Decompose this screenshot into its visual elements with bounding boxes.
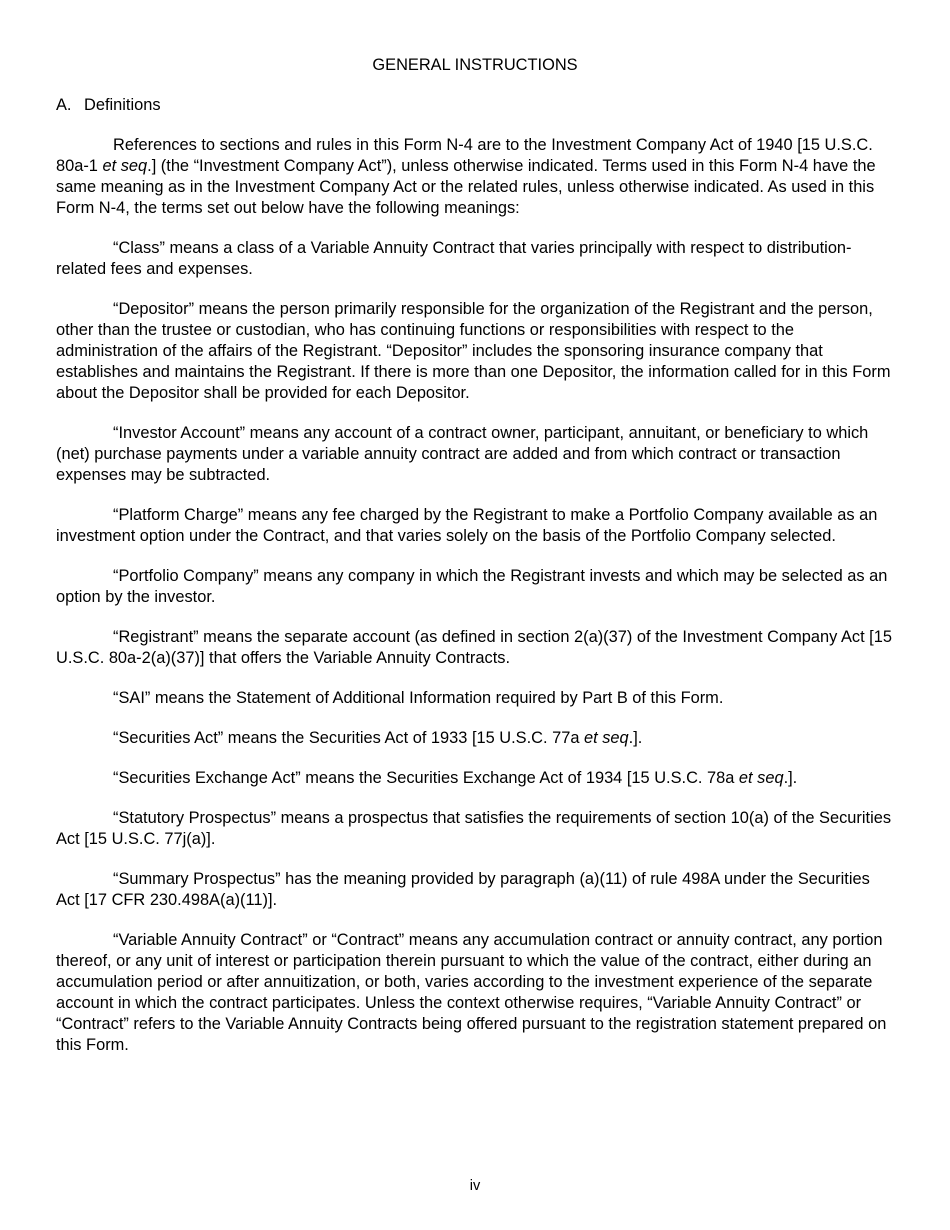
definition-investor-account: “Investor Account” means any account of a contract owner, participant, annuitant, or beneficiary to which (net) purchase payments under a variable annuity contract are added and from which contract or transaction expenses may be subtracted.: [56, 424, 869, 484]
section-letter: A.: [56, 96, 72, 114]
definition-sai: “SAI” means the Statement of Additional Information required by Part B of this Form.: [113, 689, 724, 707]
definition-summary-prospectus: “Summary Prospectus” has the meaning provided by paragraph (a)(11) of rule 498A under the Securities Act [17 CFR 230.498A(a)(11)].: [56, 870, 870, 909]
definition-variable-annuity-contract: “Variable Annuity Contract” or “Contract” means any accumulation contract or annuity contract, any portion thereof, or any unit of interest or participation therein pursuant to which the value of the contract, either during an accumulation period or after annuitization, or both, varies according to the investment experience of the separate account in which the contract participates. Unless the context otherwise requires, “Variable Annuity Contract” or “Contract” refers to the Variable Annuity Contracts being offered pursuant to the registration statement prepared on this Form.: [56, 931, 887, 1054]
page-title: GENERAL INSTRUCTIONS: [372, 56, 578, 74]
definition-securities-act: “Securities Act” means the Securities Act of 1933 [15 U.S.C. 77a et seq.].: [113, 729, 643, 747]
page-number: iv: [469, 1178, 481, 1194]
definition-portfolio-company: “Portfolio Company” means any company in which the Registrant invests and which may be selected as an option by the investor.: [56, 567, 888, 606]
definition-registrant: “Registrant” means the separate account (as defined in section 2(a)(37) of the Investment Company Act [15 U.S.C. 80a-2(a)(37)] that offers the Variable Annuity Contracts.: [56, 628, 892, 667]
definition-platform-charge: “Platform Charge” means any fee charged by the Registrant to make a Portfolio Company available as an investment option under the Contract, and that varies solely on the basis of the Portfolio Company selected.: [56, 506, 878, 545]
intro-paragraph: References to sections and rules in this Form N-4 are to the Investment Company Act of 1940 [15 U.S.C. 80a-1 et seq.] (the “Investment Company Act”), unless otherwise indicated. Terms used in this Form N-4 have the same meaning as in the Investment Company Act or the related rules, unless otherwise indicated. As used in this Form N-4, the terms set out below have the following meanings:: [56, 136, 876, 217]
definition-depositor: “Depositor” means the person primarily responsible for the organization of the Registrant and the person, other than the trustee or custodian, who has continuing functions or responsibilities with respect to the administration of the affairs of the Registrant. “Depositor” includes the sponsoring insurance company that establishes and maintains the Registrant. If there is more than one Depositor, the information called for in this Form about the Depositor shall be provided for each Depositor.: [56, 300, 891, 402]
definition-class: “Class” means a class of a Variable Annuity Contract that varies principally with respect to distribution-related fees and expenses.: [56, 239, 852, 278]
section-heading: [56, 95, 894, 116]
section-title: Definitions: [84, 96, 161, 114]
definition-statutory-prospectus: “Statutory Prospectus” means a prospectus that satisfies the requirements of section 10(a) of the Securities Act [15 U.S.C. 77j(a)].: [56, 809, 892, 848]
definition-securities-exchange-act: “Securities Exchange Act” means the Securities Exchange Act of 1934 [15 U.S.C. 78a et seq.].: [113, 769, 798, 787]
document-page: [56, 55, 894, 1075]
